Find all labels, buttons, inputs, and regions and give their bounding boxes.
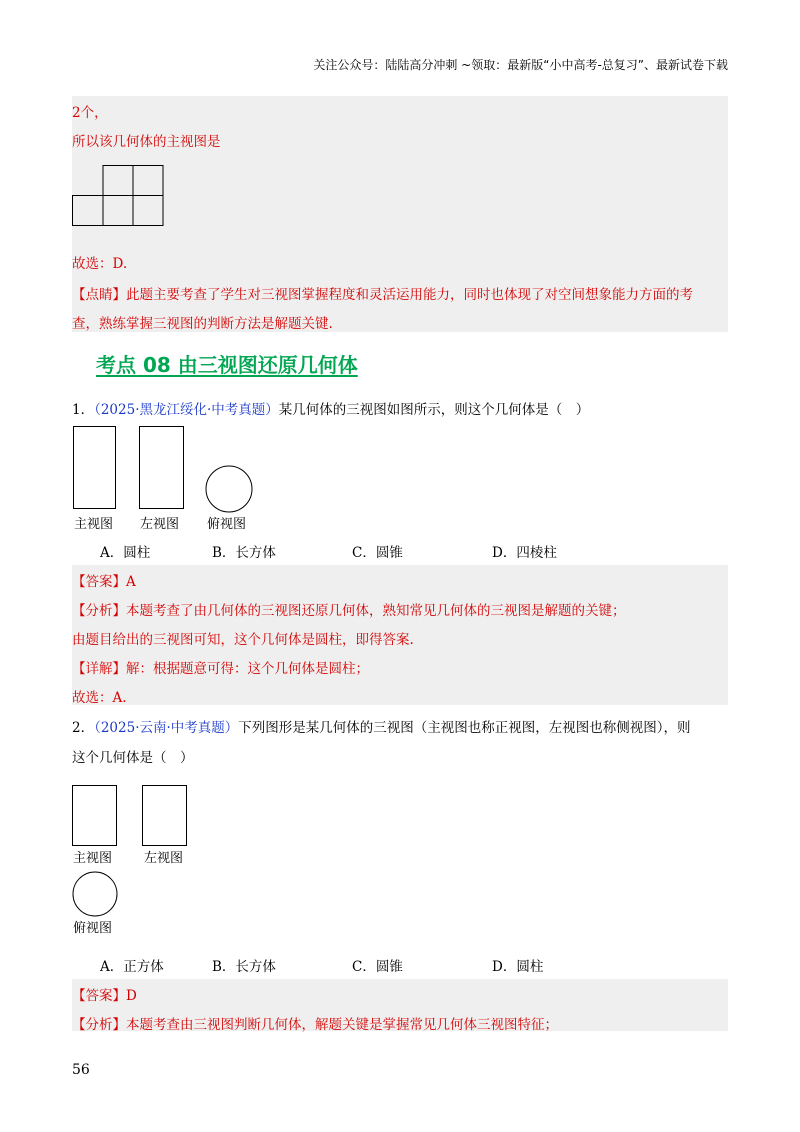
q1-option-d: D．四棱柱: [492, 545, 557, 561]
q2-caption-front: 主视图: [73, 851, 113, 866]
prev-comment-1: 【点睛】此题主要考查了学生对三视图掌握程度和灵活运用能力，同时也体现了对空间想象能力方面的考: [72, 287, 693, 303]
q2-caption-top: 俯视图: [73, 921, 113, 936]
q2-analysis-1: 【分析】本题考查由三视图判断几何体，解题关键是掌握常见几何体三视图特征；: [72, 1017, 558, 1033]
prev-line-1: 2个，: [72, 105, 108, 121]
main-view-figure: [72, 165, 164, 227]
q1-number: 1．: [72, 402, 95, 418]
q2-stem: [72, 716, 691, 736]
q2-option-b: B．长方体: [212, 959, 276, 975]
section-title: 考点 08 由三视图还原几何体: [96, 353, 358, 377]
q1-front-view: [73, 426, 117, 510]
q1-analysis-1: 【分析】本题考查了由几何体的三视图还原几何体，熟知常见几何体的三视图是解题的关键；: [72, 603, 626, 619]
q1-stem: [72, 398, 589, 418]
prev-line-2: 所以该几何体的主视图是: [72, 134, 221, 150]
q2-option-a: A．正方体: [100, 959, 164, 975]
q1-analysis-2: 由题目给出的三视图可知，这个几何体是圆柱，即得答案.: [72, 632, 414, 648]
q1-choice: 故选：A.: [72, 690, 127, 706]
prev-answer: 故选：D.: [72, 256, 128, 272]
q2-number: 2．: [72, 720, 95, 736]
q2-source: （2025·云南·中考真题）: [94, 720, 239, 736]
q2-front-view: [72, 785, 118, 847]
q1-source: （2025·黑龙江绥化·中考真题）: [94, 402, 279, 418]
q2-side-view: [142, 785, 188, 847]
page-header: 关注公众号：陆陆高分冲刺 ~领取：最新版“小中高考-总复习”、最新试卷下载: [313, 58, 728, 72]
q1-caption-front: 主视图: [74, 517, 114, 532]
q2-answer: 【答案】D: [72, 988, 137, 1004]
q1-answer: 【答案】A: [72, 574, 136, 590]
q2-option-c: C．圆锥: [352, 959, 403, 975]
q1-option-b: B．长方体: [212, 545, 276, 561]
q2-stem-line-2: 这个几何体是（ ）: [72, 750, 194, 766]
q1-caption-top: 俯视图: [207, 517, 247, 532]
q2-stem-text: 下列图形是某几何体的三视图（主视图也称正视图，左视图也称侧视图），则: [238, 720, 691, 736]
q2-option-d: D．圆柱: [492, 959, 544, 975]
q1-option-a: A．圆柱: [100, 545, 151, 561]
q1-stem-text: 某几何体的三视图如图所示，则这个几何体是（ ）: [278, 402, 590, 418]
prev-comment-2: 查，熟练掌握三视图的判断方法是解题关键.: [72, 316, 333, 332]
q1-side-view: [139, 426, 185, 510]
q1-detail: 【详解】解：根据题意可得：这个几何体是圆柱；: [72, 661, 369, 677]
q2-top-view: [72, 871, 118, 917]
q1-option-c: C．圆锥: [352, 545, 403, 561]
q1-top-view: [205, 465, 253, 513]
page-number: 56: [72, 1062, 90, 1078]
q2-caption-side: 左视图: [144, 851, 184, 866]
q1-caption-side: 左视图: [140, 517, 180, 532]
